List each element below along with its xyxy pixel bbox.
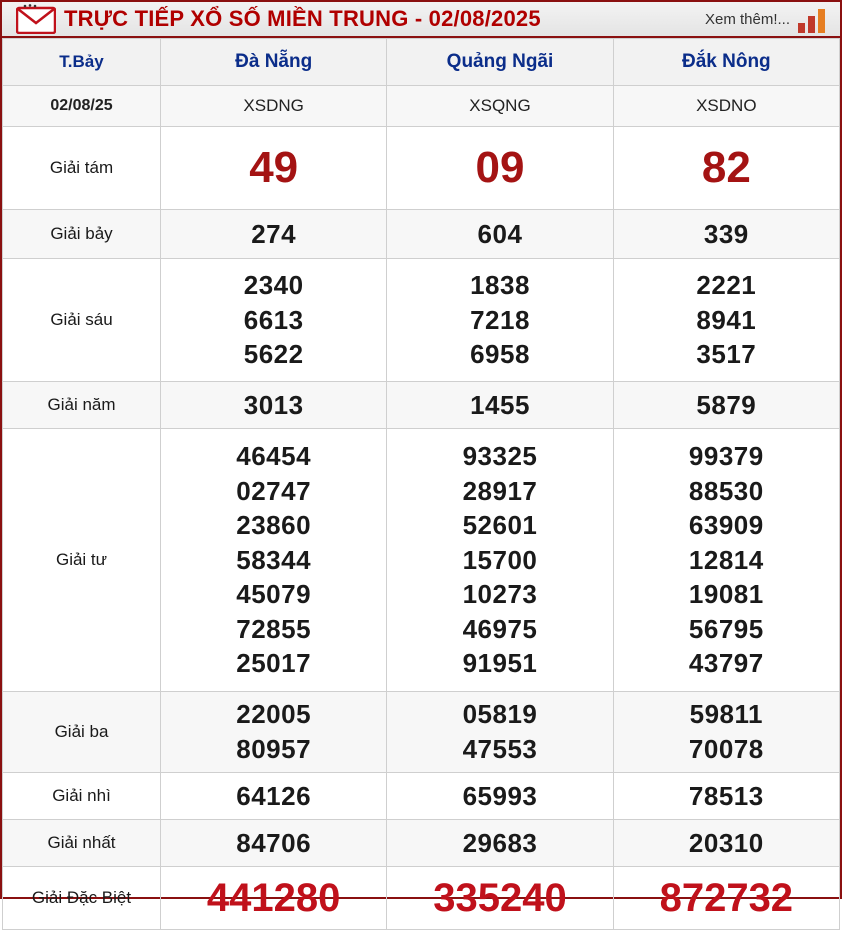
prize-values: 1838 7218 6958 [387, 259, 613, 382]
prize-values: 78513 [613, 773, 839, 820]
table-code-row [3, 86, 840, 127]
prize-values: 1455 [387, 382, 613, 429]
prize-label: Giải ba [3, 692, 161, 773]
prize-values: 5879 [613, 382, 839, 429]
prize-values: 274 [161, 210, 387, 259]
prize-values: 339 [613, 210, 839, 259]
prize-label: Giải nhì [3, 773, 161, 820]
table-row [3, 429, 840, 692]
prize-values: 93325 28917 52601 15700 10273 46975 91951 [387, 429, 613, 692]
prize-values: 46454 02747 23860 58344 45079 72855 25017 [161, 429, 387, 692]
prize-values: 84706 [161, 820, 387, 867]
prize-values: 604 [387, 210, 613, 259]
prize-label: Giải năm [3, 382, 161, 429]
prize-values: 22005 80957 [161, 692, 387, 773]
mail-icon [14, 2, 58, 36]
prize-values: 2340 6613 5622 [161, 259, 387, 382]
prize-values: 64126 [161, 773, 387, 820]
province-code-0: XSDNG [161, 86, 387, 127]
province-code-1: XSQNG [387, 86, 613, 127]
province-header-0: Đà Nẵng [161, 39, 387, 86]
province-code-2: XSDNO [613, 86, 839, 127]
table-header-row [3, 39, 840, 86]
prize-label: Giải sáu [3, 259, 161, 382]
prize-values: 29683 [387, 820, 613, 867]
prize-values: 09 [387, 127, 613, 210]
prize-values: 99379 88530 63909 12814 19081 56795 43797 [613, 429, 839, 692]
prize-values: 20310 [613, 820, 839, 867]
page-title: TRỰC TIẾP XỔ SỐ MIỀN TRUNG - 02/08/2025 [64, 6, 541, 31]
weekday-header: T.Bảy [3, 39, 161, 86]
table-row [3, 382, 840, 429]
prize-values: 2221 8941 3517 [613, 259, 839, 382]
prize-values: 82 [613, 127, 839, 210]
prize-label: Giải Đặc Biệt [3, 867, 161, 930]
bar-chart-icon [798, 5, 828, 33]
province-header-1: Quảng Ngãi [387, 39, 613, 86]
prize-values: 441280 [161, 867, 387, 930]
prize-values: 49 [161, 127, 387, 210]
see-more-link[interactable]: Xem thêm!... [704, 10, 790, 28]
table-row [3, 127, 840, 210]
province-header-2: Đắk Nông [613, 39, 839, 86]
prize-values: 335240 [387, 867, 613, 930]
table-row [3, 773, 840, 820]
prize-label: Giải bảy [3, 210, 161, 259]
prize-label: Giải nhất [3, 820, 161, 867]
table-row [3, 867, 840, 930]
prize-values: 872732 [613, 867, 839, 930]
table-row [3, 259, 840, 382]
prize-values: 59811 70078 [613, 692, 839, 773]
table-row [3, 820, 840, 867]
prize-label: Giải tư [3, 429, 161, 692]
table-row [3, 692, 840, 773]
results-table [2, 38, 840, 930]
prize-values: 05819 47553 [387, 692, 613, 773]
prize-label: Giải tám [3, 127, 161, 210]
prize-values: 65993 [387, 773, 613, 820]
draw-date-cell: 02/08/25 [3, 86, 161, 127]
table-row [3, 210, 840, 259]
prize-values: 3013 [161, 382, 387, 429]
page-header [2, 2, 840, 38]
